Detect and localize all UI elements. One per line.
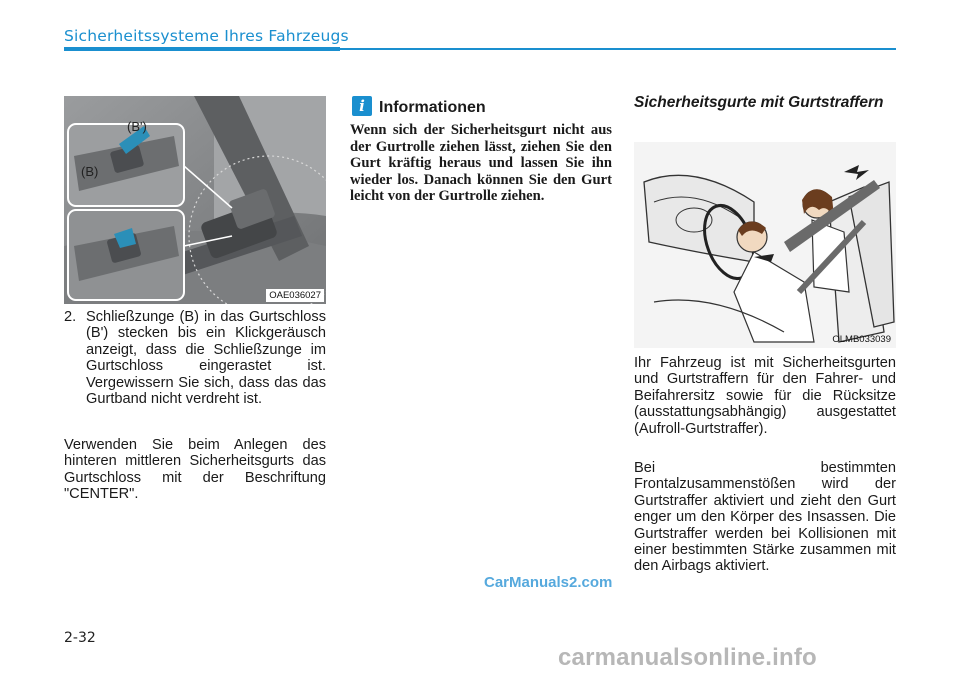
pretensioner-illustration — [634, 142, 896, 348]
figure-code: OLMB033039 — [832, 334, 891, 345]
section-header-title: Sicherheitssysteme Ihres Fahrzeugs — [64, 27, 349, 45]
figure-code: OAE036027 — [266, 289, 324, 302]
pretensioner-figure — [634, 142, 896, 348]
pretensioner-heading: Sicherheitsgurte mit Gurtstraffern — [634, 94, 884, 111]
header-rule-thick — [64, 47, 340, 51]
label-b-prime: (B') — [127, 119, 147, 134]
info-icon: i — [352, 96, 372, 116]
step-number: 2. — [64, 309, 77, 325]
label-b: (B) — [81, 164, 99, 179]
page-number: 2-32 — [64, 630, 96, 646]
seatbelt-buckle-illustration — [64, 96, 326, 304]
info-text: Wenn sich der Sicherheitsgurt nicht aus der Gurtrolle ziehen lässt, ziehen Sie den Gurt kräftig heraus und lassen Sie ihn wieder los. Danach können Sie den Gurt leicht von der Gurtrolle ziehen. — [350, 122, 612, 205]
watermark-carmanualsonline[interactable]: carmanualsonline.info — [558, 644, 817, 671]
center-belt-paragraph: Verwenden Sie beim Anlegen des hinteren mittleren Sicherheitsgurts das Gurtschloss mit der Beschriftung "CENTER". — [64, 437, 326, 503]
pretensioner-paragraph-1: Ihr Fahrzeug ist mit Sicherheitsgurten und Gurtstraffern für den Fahrer- und Beifahrersitz sowie für die Rücksitze (ausstattungsabhängig) ausgestattet (Aufroll-Gurtstraffer). — [634, 355, 896, 437]
watermark-carmanuals2[interactable]: CarManuals2.com — [484, 574, 613, 591]
seatbelt-buckle-figure — [64, 96, 326, 304]
header-rule-thin — [340, 48, 896, 50]
step-text: Schließzunge (B) in das Gurtschloss (B') stecken bis ein Klickgeräusch anzeigt, dass die Schließzunge im Gurtschloss eingerastet ist. Vergewissern Sie sich, dass das das Gurtband nicht verdreht ist. — [86, 309, 326, 408]
info-title: Informationen — [379, 99, 486, 116]
pretensioner-paragraph-2: Bei bestimmten Frontalzusammenstößen wird der Gurtstraffer aktiviert und zieht den Gurt enger um den Körper des Insassen. Die Gurtstraffer werden bei Kollisionen mit einer bestimmten Stärke zusammen mit den Airbags aktiviert. — [634, 460, 896, 575]
